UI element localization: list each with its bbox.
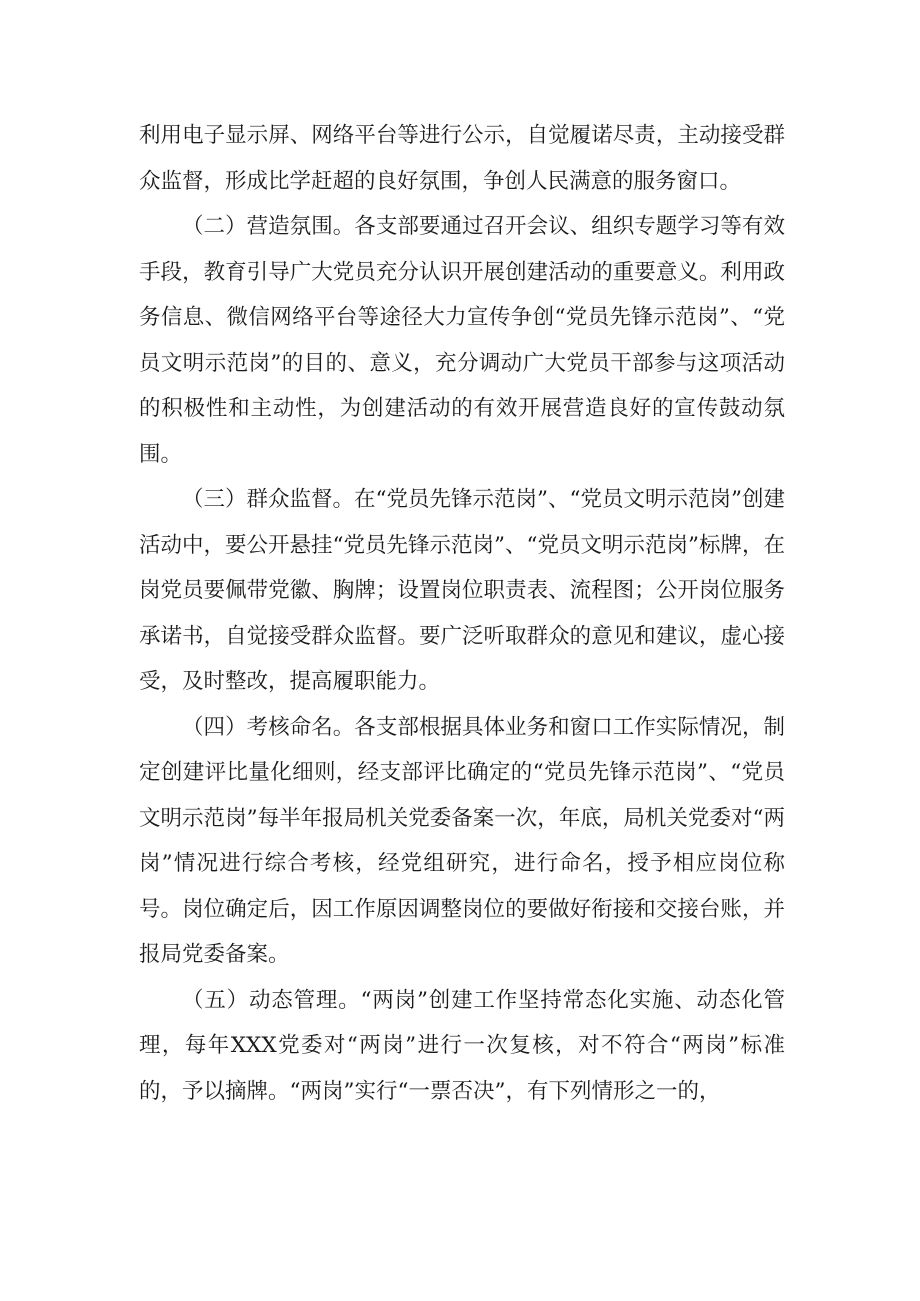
paragraph-continuation: 利用电子显示屏、网络平台等进行公示，自觉履诺尽责，主动接受群众监督，形成比学赶超的良好氛围，争创人民满意的服务窗口。 [139,123,785,194]
paragraph-public-supervision: （三）群众监督。在“党员先锋示范岗”、“党员文明示范岗”创建活动中，要公开悬挂“党员先锋示范岗”、“党员文明示范岗”标牌，在岗党员要佩带党徽、胸牌；设置岗位职责表、流程图；公开岗位服务承诺书，自觉接受群众监督。要广泛听取群众的意见和建议，虚心接受，及时整改，提高履职能力。 [139,487,785,694]
document-body [139,113,785,1114]
paragraph-create-atmosphere: （二）营造氛围。各支部要通过召开会议、组织专题学习等有效手段，教育引导广大党员充分认识开展创建活动的重要意义。利用政务信息、微信网络平台等途径大力宣传争创“党员先锋示范岗”、“党员文明示范岗”的目的、意义，充分调动广大党员干部参与这项活动的积极性和主动性，为创建活动的有效开展营造良好的宣传鼓动氛围。 [139,214,785,467]
paragraph-dynamic-management: （五）动态管理。“两岗”创建工作坚持常态化实施、动态化管理，每年XXX党委对“两岗”进行一次复核，对不符合“两岗”标准的，予以摘牌。“两岗”实行“一票否决”，有下列情形之一的， [139,987,785,1104]
paragraph-assessment-naming: （四）考核命名。各支部根据具体业务和窗口工作实际情况，制定创建评比量化细则，经支部评比确定的“党员先锋示范岗”、“党员文明示范岗”每半年报局机关党委备案一次，年底，局机关党委对“两岗”情况进行综合考核，经党组研究，进行命名，授予相应岗位称号。岗位确定后，因工作原因调整岗位的要做好衔接和交接台账，并报局党委备案。 [139,714,785,967]
